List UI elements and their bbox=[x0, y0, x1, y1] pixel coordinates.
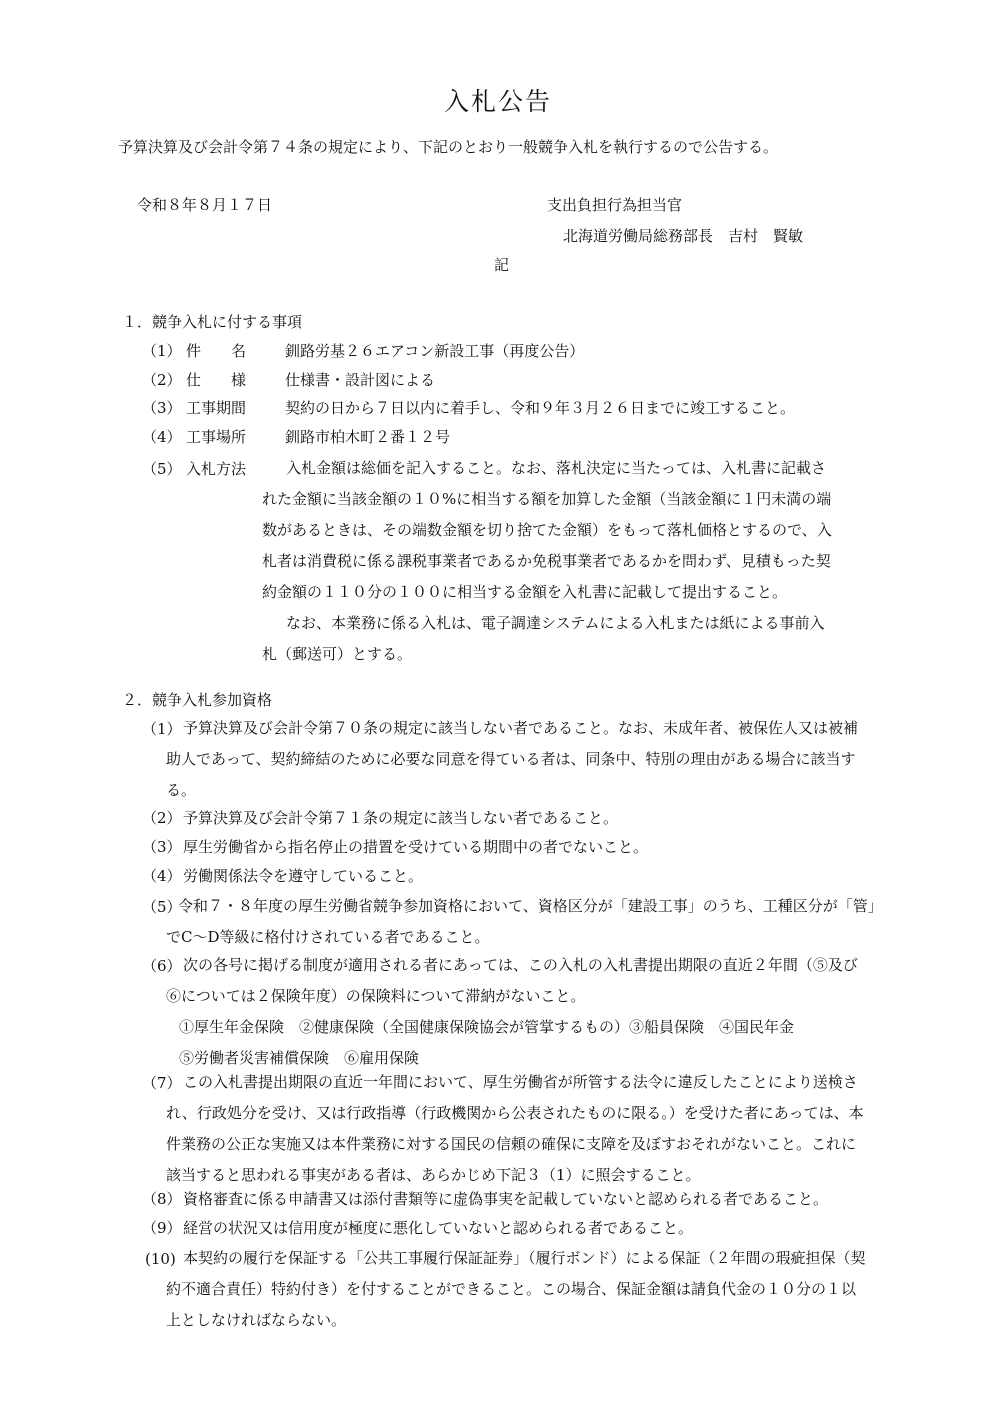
text-line: 令和７・８年度の厚生労働省競争参加資格において、資格区分が「建設工事」のうち、工種区分が「管」 bbox=[178, 897, 883, 915]
s2-item-num: （2） bbox=[142, 809, 182, 827]
text-line: 件業務の公正な実施又は本件業務に対する国民の信頼の確保に支障を及ぼすおそれがないこと。これに bbox=[166, 1135, 857, 1153]
text-line: 数があるときは、その端数金額を切り捨てた金額）をもって落札価格とするので、入 bbox=[262, 521, 832, 539]
s1-item-num: （4） bbox=[142, 428, 182, 446]
official-name: 北海道労働局総務部長 吉村 賢敏 bbox=[563, 227, 804, 245]
s2-item-text bbox=[166, 713, 896, 806]
s2-item-num: （8） bbox=[142, 1190, 182, 1208]
s2-item-num: （9） bbox=[142, 1219, 182, 1237]
s1-item-label: 件 名 bbox=[186, 342, 247, 360]
text-line: 該当すると思われる事実がある者は、あらかじめ下記３（1）に照会すること。 bbox=[166, 1166, 701, 1184]
section2-heading: ２．競争入札参加資格 bbox=[122, 691, 273, 709]
text-line: なお、本業務に係る入札は、電子調達システムによる入札または紙による事前入 bbox=[286, 614, 825, 632]
section1-heading: １．競争入札に付する事項 bbox=[122, 313, 303, 331]
s2-item-text: 予算決算及び会計令第７１条の規定に該当しない者であること。 bbox=[183, 809, 619, 827]
s2-item-text bbox=[166, 891, 896, 953]
text-line: 助人であって、契約締結のために必要な同意を得ている者は、同条中、特別の理由がある場合に該当す bbox=[166, 750, 856, 768]
s2-item-text: 労働関係法令を遵守していること。 bbox=[183, 867, 424, 885]
s2-item-num: （1） bbox=[142, 720, 182, 738]
text-line: 本契約の履行を保証する「公共工事履行保証証券」（履行ボンド）による保証（２年間の瑕疵担保（契 bbox=[183, 1249, 866, 1267]
s2-item-text bbox=[166, 1243, 896, 1336]
s2-item-text: 資格審査に係る申請書又は添付書類等に虚偽事実を記載していないと認められる者であること。 bbox=[183, 1190, 829, 1208]
text-line: 約不適合責任）特約付き）を付することができること。この場合、保証金額は請負代金の１０分の１以 bbox=[166, 1280, 857, 1298]
text-line: 約金額の１１０分の１００に相当する金額を入札書に記載して提出すること。 bbox=[262, 583, 788, 601]
s1-item-value: 契約の日から７日以内に着手し、令和９年３月２６日までに竣工すること。 bbox=[285, 399, 796, 417]
s2-item-text bbox=[166, 1067, 896, 1191]
s2-item-num: （7） bbox=[142, 1074, 182, 1092]
text-line: 札者は消費税に係る課税事業者であるか免税事業者であるかを問わず、見積もった契 bbox=[262, 552, 831, 570]
text-line: ⑤労働者災害補償保険 ⑥雇用保険 bbox=[179, 1049, 420, 1067]
s1-item-num: （2） bbox=[142, 371, 182, 389]
text-line: る。 bbox=[166, 781, 197, 799]
intro-text: 予算決算及び会計令第７４条の規定により、下記のとおり一般競争入札を執行するので公告する。 bbox=[118, 138, 779, 156]
text-line: 入札金額は総価を記入すること。なお、落札決定に当たっては、入札書に記載さ bbox=[286, 459, 827, 477]
s1-item-label: 入札方法 bbox=[186, 460, 247, 478]
s2-item-num: （5） bbox=[142, 898, 182, 916]
text-line: ①厚生年金保険 ②健康保険（全国健康保険協会が管掌するもの）③船員保険 ④国民年金 bbox=[179, 1018, 795, 1036]
text-line: 上としなければならない。 bbox=[166, 1311, 347, 1329]
s1-item-value: 仕様書・設計図による bbox=[285, 371, 436, 389]
s1-item-num: （1） bbox=[142, 342, 182, 360]
s2-item-num: （3） bbox=[142, 838, 182, 856]
s1-item-value: 釧路労基２６エアコン新設工事（再度公告） bbox=[285, 342, 585, 360]
s2-item-text bbox=[166, 950, 896, 1074]
s1-item-num: （3） bbox=[142, 399, 182, 417]
notice-date: 令和８年８月１７日 bbox=[137, 196, 273, 214]
s1-item-num: （5） bbox=[142, 460, 182, 478]
text-line: 札（郵送可）とする。 bbox=[262, 645, 413, 663]
ki-mark: 記 bbox=[494, 256, 510, 274]
text-line: でC～D等級に格付けされている者であること。 bbox=[166, 928, 490, 946]
text-line: 予算決算及び会計令第７０条の規定に該当しない者であること。なお、未成年者、被保佐人又は被補 bbox=[183, 719, 859, 737]
s2-item-num: （6） bbox=[142, 957, 182, 975]
s1-item-value: 釧路市柏木町２番１２号 bbox=[285, 428, 451, 446]
bidding-method-text bbox=[262, 453, 892, 670]
page-title: 入札公告 bbox=[444, 87, 553, 116]
s2-item-num: （4） bbox=[142, 867, 182, 885]
s2-item-num: (10) bbox=[145, 1250, 176, 1268]
official-role: 支出負担行為担当官 bbox=[547, 196, 683, 214]
s1-item-label: 仕 様 bbox=[186, 371, 247, 389]
text-line: ⑥については２保険年度）の保険料について滞納がないこと。 bbox=[166, 987, 586, 1005]
text-line: この入札書提出期限の直近一年間において、厚生労働省が所管する法令に違反したことにより送検さ bbox=[183, 1073, 858, 1091]
s1-item-label: 工事期間 bbox=[186, 399, 247, 417]
text-line: 次の各号に掲げる制度が適用される者にあっては、この入札の入札書提出期限の直近２年間（⑤及び bbox=[183, 956, 858, 974]
text-line: れた金額に当該金額の１０%に相当する額を加算した金額（当該金額に１円未満の端 bbox=[262, 490, 832, 508]
text-line: れ、行政処分を受け、又は行政指導（行政機関から公表されたものに限る。）を受けた者にあっては、本 bbox=[166, 1104, 864, 1122]
s2-item-text: 厚生労働省から指名停止の措置を受けている期間中の者でないこと。 bbox=[183, 838, 649, 856]
s2-item-text: 経営の状況又は信用度が極度に悪化していないと認められる者であること。 bbox=[183, 1219, 694, 1237]
s1-item-label: 工事場所 bbox=[186, 428, 247, 446]
